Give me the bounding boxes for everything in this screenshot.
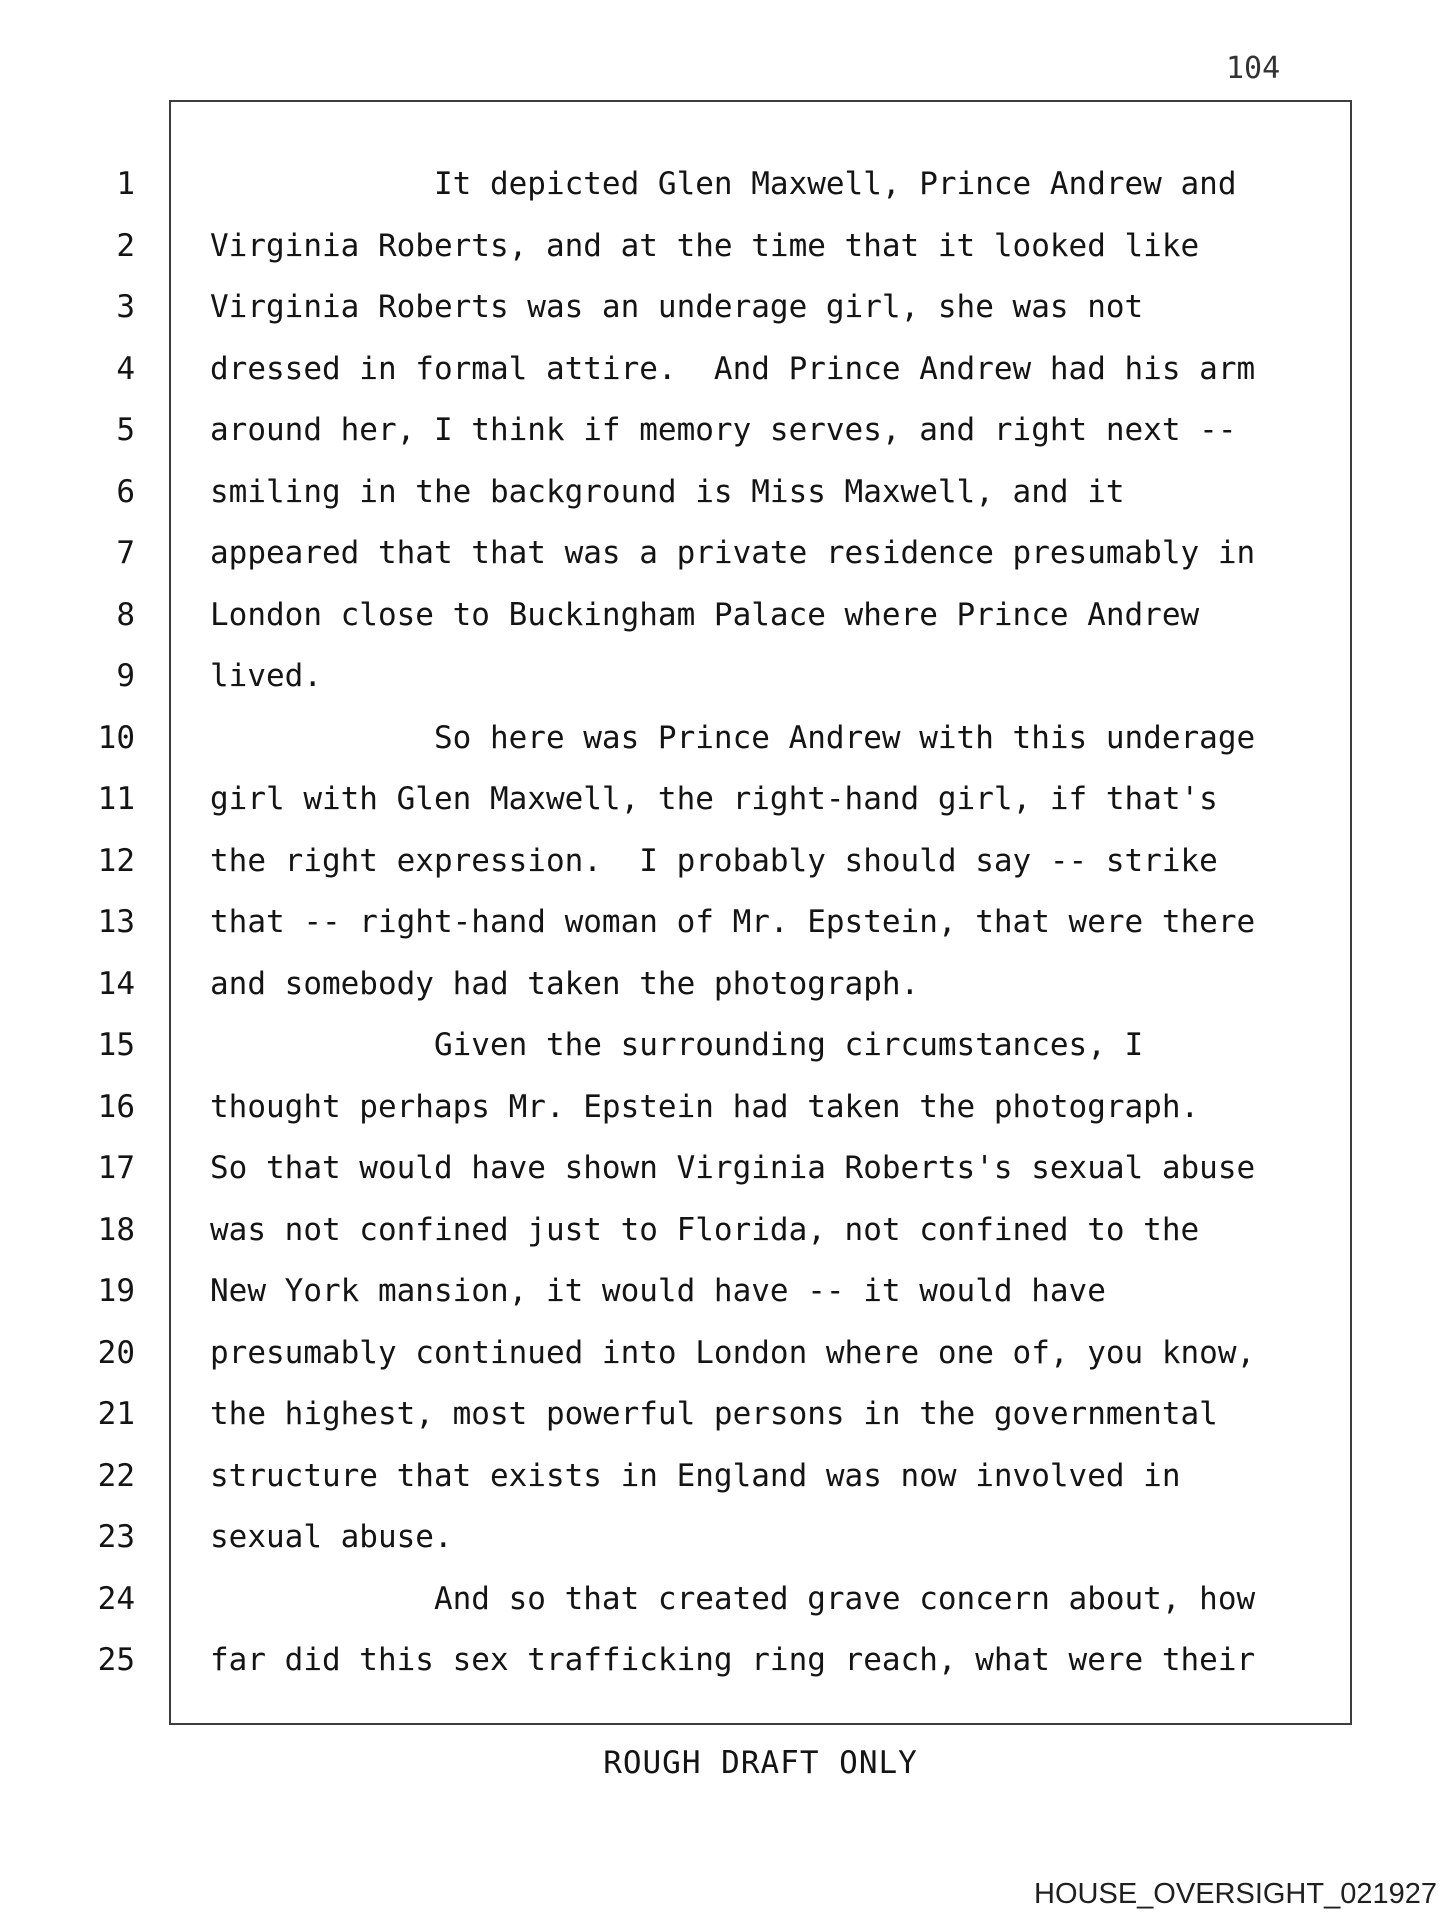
transcript-line: London close to Buckingham Palace where Prince Andrew	[210, 596, 1200, 633]
transcript-line: was not confined just to Florida, not confined to the	[210, 1211, 1200, 1248]
line-number: 18	[97, 1211, 135, 1248]
transcript-line: that -- right-hand woman of Mr. Epstein, that were there	[210, 904, 1256, 940]
transcript-line: the right expression. I probably should say -- strike	[210, 842, 1218, 879]
transcript-line: far did this sex trafficking ring reach, what were their	[210, 1642, 1256, 1678]
transcript-line: lived.	[210, 658, 322, 694]
line-number: 8	[116, 596, 135, 633]
line-number: 19	[97, 1273, 135, 1309]
line-number: 3	[116, 289, 135, 325]
line-number: 11	[97, 781, 135, 817]
transcript-line: thought perhaps Mr. Epstein had taken the photograph.	[210, 1088, 1200, 1125]
line-number: 6	[116, 473, 135, 510]
transcript-line: the highest, most powerful persons in the governmental	[210, 1396, 1218, 1432]
transcript-lines	[210, 154, 1255, 1692]
line-number: 9	[116, 658, 135, 694]
line-number: 12	[97, 842, 135, 879]
line-number: 1	[116, 166, 135, 202]
line-number: 4	[116, 350, 135, 387]
transcript-line: And so that created grave concern about, how	[210, 1580, 1256, 1617]
line-number: 21	[97, 1396, 135, 1432]
transcript-line: So that would have shown Virginia Roberts's sexual abuse	[210, 1150, 1256, 1186]
rough-draft-label: ROUGH DRAFT ONLY	[603, 1745, 918, 1781]
transcript-line: Virginia Roberts, and at the time that it looked like	[210, 227, 1200, 264]
transcript-line: appeared that that was a private residence presumably in	[210, 535, 1256, 571]
line-number: 25	[97, 1642, 135, 1678]
transcript-line: and somebody had taken the photograph.	[210, 965, 920, 1002]
line-number: 10	[97, 719, 135, 756]
line-number-column	[0, 154, 135, 1692]
transcript-line: presumably continued into London where one of, you know,	[210, 1334, 1256, 1371]
transcript-line: girl with Glen Maxwell, the right-hand girl, if that's	[210, 781, 1218, 817]
line-number: 7	[116, 535, 135, 571]
line-number: 17	[97, 1150, 135, 1186]
transcript-line: structure that exists in England was now involved in	[210, 1457, 1181, 1494]
transcript-line: It depicted Glen Maxwell, Prince Andrew and	[210, 166, 1237, 202]
transcript-line: So here was Prince Andrew with this underage	[210, 719, 1256, 756]
transcript-line: smiling in the background is Miss Maxwell, and it	[210, 473, 1125, 510]
transcript-line: New York mansion, it would have -- it would have	[210, 1273, 1106, 1309]
line-number: 24	[97, 1580, 135, 1617]
line-number: 14	[97, 965, 135, 1002]
line-number: 22	[97, 1457, 135, 1494]
transcript-line: Given the surrounding circumstances, I	[210, 1027, 1144, 1063]
line-number: 13	[97, 904, 135, 940]
line-number: 2	[116, 227, 135, 264]
transcript-line: Virginia Roberts was an underage girl, she was not	[210, 289, 1144, 325]
page-number: 104	[1226, 51, 1281, 86]
transcript-line: around her, I think if memory serves, and right next --	[210, 412, 1237, 448]
line-number: 5	[116, 412, 135, 448]
bates-number: HOUSE_OVERSIGHT_021927	[1034, 1878, 1437, 1910]
line-number: 23	[97, 1519, 135, 1555]
transcript-line: sexual abuse.	[210, 1519, 453, 1555]
transcript-line: dressed in formal attire. And Prince Andrew had his arm	[210, 350, 1256, 387]
line-number: 15	[97, 1027, 135, 1063]
line-number: 16	[97, 1088, 135, 1125]
line-number: 20	[97, 1334, 135, 1371]
